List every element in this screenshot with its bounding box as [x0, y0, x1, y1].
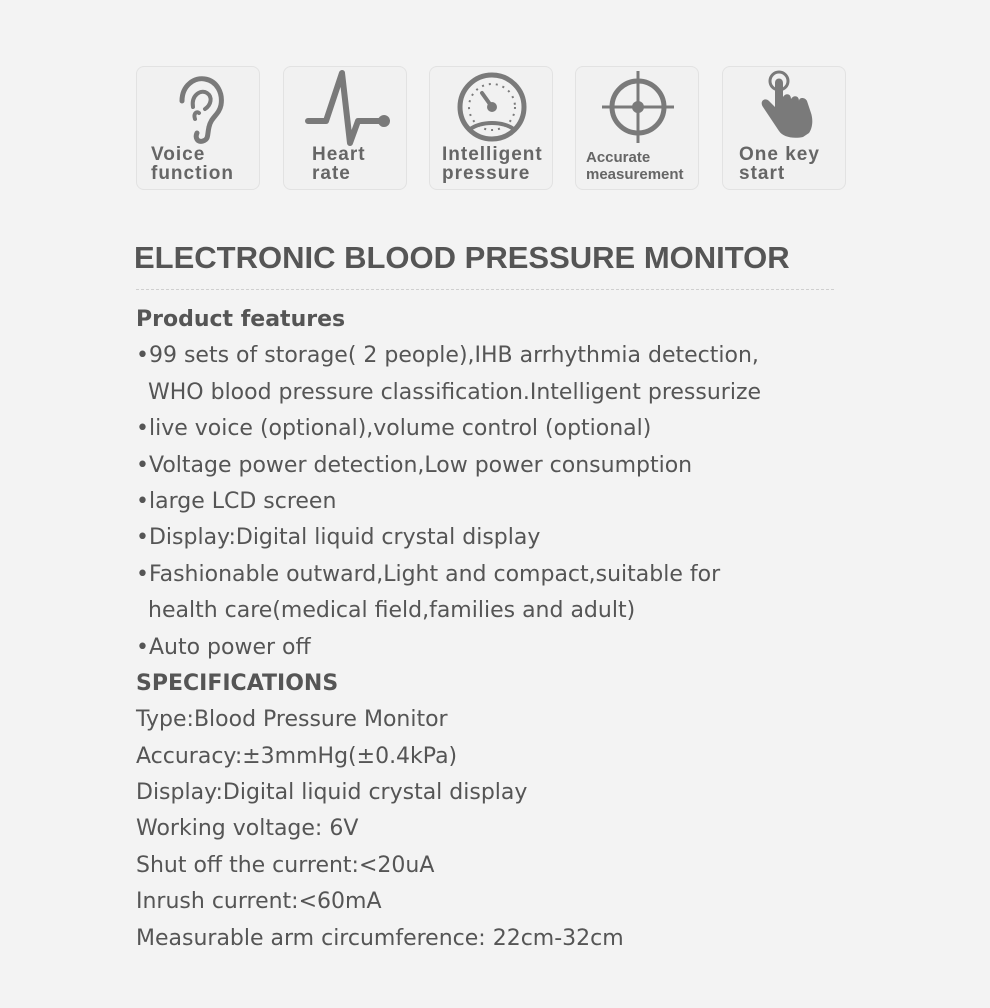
- icon-label: [442, 145, 543, 183]
- icon-label-line: pressure: [442, 163, 531, 184]
- feature-icons-row: [136, 66, 848, 192]
- heart-rate-card: [283, 66, 407, 190]
- icon-label-line: start: [739, 163, 786, 184]
- spec-line: Working voltage: 6V: [136, 816, 359, 842]
- feature-line: WHO blood pressure classification.Intelligent pressurize: [148, 379, 762, 405]
- icon-label: [586, 149, 684, 183]
- one-key-start-card: [722, 66, 846, 190]
- feature-line: •large LCD screen: [136, 488, 337, 514]
- feature-line: •Display:Digital liquid crystal display: [136, 525, 541, 551]
- icon-label-line: Accurate: [586, 149, 651, 166]
- voice-function-card: [136, 66, 260, 190]
- intelligent-pressure-card: [429, 66, 553, 190]
- product-description: [136, 302, 856, 957]
- spec-line: Measurable arm circumference: 22cm-32cm: [136, 925, 624, 951]
- icon-label: [312, 145, 366, 183]
- feature-line: •Voltage power detection,Low power consumption: [136, 452, 693, 478]
- icon-label-line: Intelligent: [442, 144, 543, 165]
- spec-line: Display:Digital liquid crystal display: [136, 780, 528, 806]
- feature-line: •Fashionable outward,Light and compact,suitable for: [136, 561, 721, 587]
- feature-line: •99 sets of storage( 2 people),IHB arrhythmia detection,: [136, 343, 759, 369]
- icon-label: [151, 145, 234, 183]
- accurate-measurement-card: [575, 66, 699, 190]
- specifications-heading: SPECIFICATIONS: [136, 670, 339, 696]
- page-title: ELECTRONIC BLOOD PRESSURE MONITOR: [134, 240, 790, 275]
- features-heading: Product features: [136, 307, 346, 332]
- spec-line: Type:Blood Pressure Monitor: [136, 707, 448, 733]
- icon-label-line: One key: [739, 144, 820, 165]
- icon-label-line: function: [151, 163, 234, 184]
- spec-line: Accuracy:±3mmHg(±0.4kPa): [136, 743, 458, 769]
- icon-label-line: Heart: [312, 144, 366, 165]
- icon-label-line: Voice: [151, 144, 206, 165]
- spec-line: Inrush current:<60mA: [136, 889, 382, 915]
- feature-line: health care(medical field,families and adult): [148, 598, 636, 624]
- dashed-divider: [136, 289, 834, 290]
- icon-label: [739, 145, 820, 183]
- feature-line: •live voice (optional),volume control (optional): [136, 416, 652, 442]
- feature-line: •Auto power off: [136, 634, 311, 660]
- icon-label-line: rate: [312, 163, 351, 184]
- spec-line: Shut off the current:<20uA: [136, 852, 435, 878]
- icon-label-line: measurement: [586, 166, 684, 183]
